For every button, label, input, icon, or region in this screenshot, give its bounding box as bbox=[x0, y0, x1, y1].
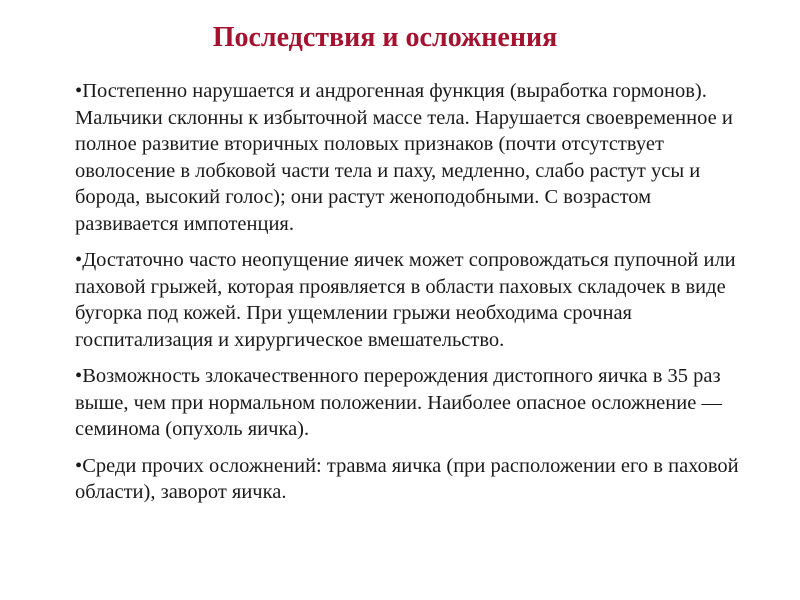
paragraph-other-complications bbox=[75, 453, 745, 506]
paragraph-text: Возможность злокачественного перерождения дистопного яичка в 35 раз выше, чем при нормальном положении. Наиболее опасное осложнение — семинома (опухоль яичка). bbox=[75, 365, 722, 440]
slide-body bbox=[75, 78, 745, 516]
bullet-marker: • bbox=[75, 249, 83, 271]
paragraph-androgen bbox=[75, 78, 745, 237]
bullet-marker: • bbox=[75, 80, 83, 102]
paragraph-malignancy bbox=[75, 363, 745, 443]
slide-title: Последствия и осложнения bbox=[212, 22, 558, 53]
paragraph-hernia bbox=[75, 247, 745, 353]
paragraph-text: Постепенно нарушается и андрогенная функция (выработка гормонов). Мальчики склонны к избыточной массе тела. Нарушается своевременное и полное развитие вторичных половых признаков (почти отсутствует оволосение в лобковой части тела и паху, медленно, слабо растут усы и борода, высокий голос); они растут женоподобными. С возрастом развивается импотенция. bbox=[75, 80, 733, 235]
bullet-marker: • bbox=[75, 454, 83, 477]
bullet-marker: • bbox=[75, 365, 83, 387]
paragraph-text: Среди прочих осложнений: травма яичка (при расположении его в паховой области), заворот яичка. bbox=[75, 454, 739, 503]
paragraph-text: Достаточно часто неопущение яичек может сопровождаться пупочной или паховой грыжей, которая проявляется в области паховых складочек в виде бугорка под кожей. При ущемлении грыжи необходима срочная госпитализация и хирургическое вмешательство. bbox=[75, 249, 736, 351]
